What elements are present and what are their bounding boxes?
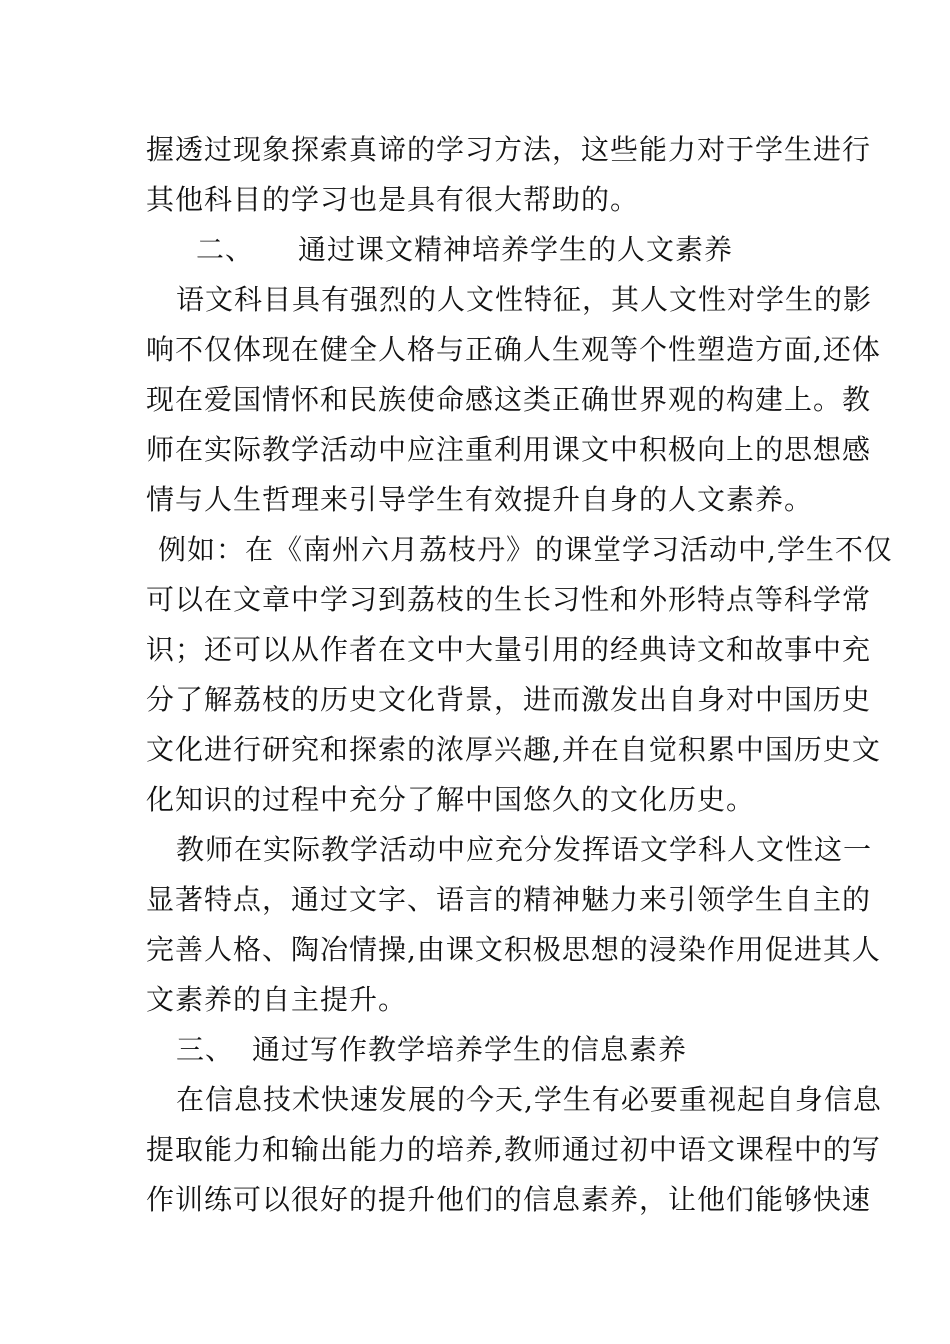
paragraph-line: 文化进行研究和探索的浓厚兴趣,并在自觉积累中国历史文: [146, 733, 881, 766]
section-title: 通过写作教学培养学生的信息素养: [252, 1033, 688, 1066]
paragraph-line: 化知识的过程中充分了解中国悠久的文化历史。: [146, 783, 756, 816]
paragraph-line: 其他科目的学习也是具有很大帮助的。: [146, 183, 640, 216]
paragraph-line: 文素养的自主提升。: [146, 983, 408, 1016]
section-title: 通过课文精神培养学生的人文素养: [298, 233, 734, 266]
paragraph-line: 语文科目具有强烈的人文性特征，其人文性对学生的影: [176, 283, 873, 316]
paragraph-line: 例如：在《南州六月荔枝丹》的课堂学习活动中,学生不仅: [158, 533, 893, 566]
section-heading-3: [176, 1032, 687, 1068]
section-number: 三、: [176, 1033, 235, 1066]
section-number: 二、: [196, 233, 255, 266]
paragraph-line: 完善人格、陶冶情操,由课文积极思想的浸染作用促进其人: [146, 933, 881, 966]
paragraph-line: 教师在实际教学活动中应充分发挥语文学科人文性这一: [176, 833, 873, 866]
paragraph-line: 在信息技术快速发展的今天,学生有必要重视起自身信息: [176, 1083, 882, 1116]
paragraph-line: 作训练可以很好的提升他们的信息素养，让他们能够快速: [146, 1183, 872, 1216]
paragraph-line: 识；还可以从作者在文中大量引用的经典诗文和故事中充: [146, 633, 872, 666]
paragraph-line: 师在实际教学活动中应注重利用课文中积极向上的思想感: [146, 433, 872, 466]
paragraph-line: 分了解荔枝的历史文化背景，进而激发出自身对中国历史: [146, 683, 872, 716]
paragraph-line: 显著特点，通过文字、语言的精神魅力来引领学生自主的: [146, 883, 872, 916]
paragraph-line: 可以在文章中学习到荔枝的生长习性和外形特点等科学常: [146, 583, 872, 616]
paragraph-line: 现在爱国情怀和民族使命感这类正确世界观的构建上。教: [146, 383, 872, 416]
paragraph-line: 情与人生哲理来引导学生有效提升自身的人文素养。: [146, 483, 814, 516]
section-heading-2: [196, 232, 733, 268]
paragraph-line: 握透过现象探索真谛的学习方法，这些能力对于学生进行: [146, 133, 872, 166]
paragraph-line: 响不仅体现在健全人格与正确人生观等个性塑造方面,还体: [146, 333, 881, 366]
paragraph-line: 提取能力和输出能力的培养,教师通过初中语文课程中的写: [146, 1133, 881, 1166]
